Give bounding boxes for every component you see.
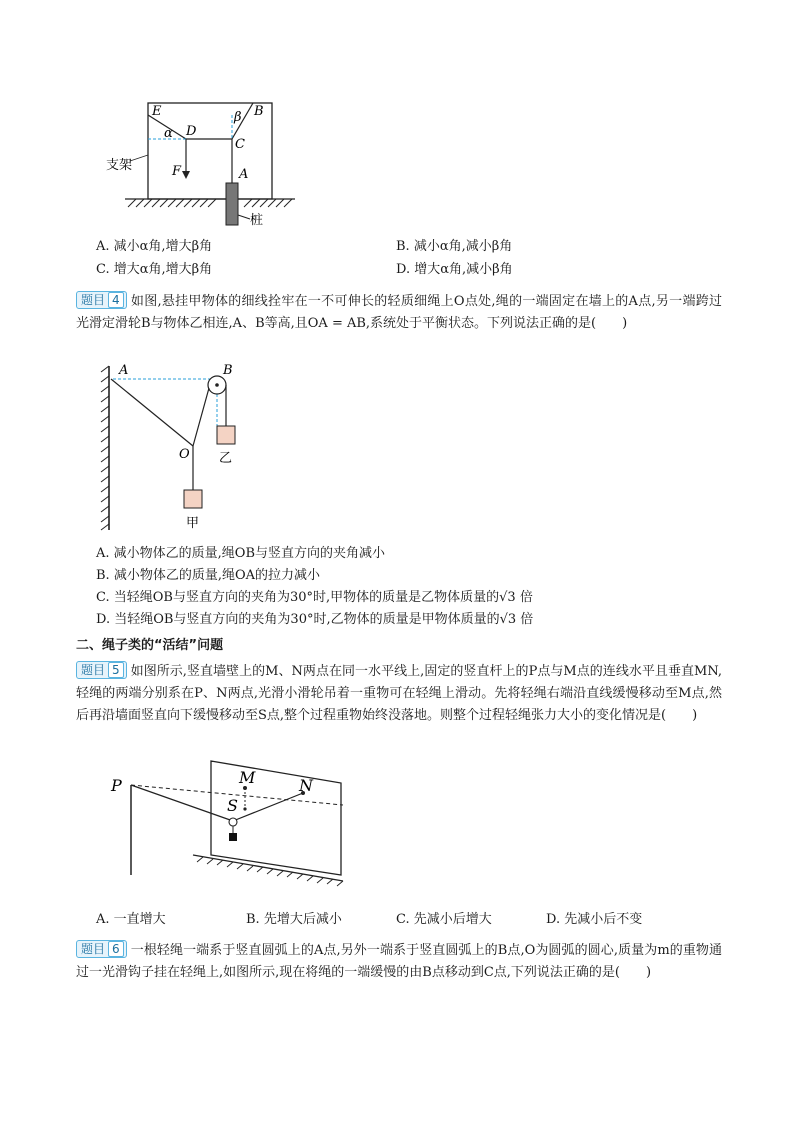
label-O: O [179, 447, 190, 462]
label-M: M [239, 768, 256, 787]
label-E: E [152, 104, 162, 119]
q3-option-c[interactable]: C. 增大α角,增大β角 [96, 262, 213, 277]
figure-q5-wall [105, 755, 360, 895]
label-zhijia: 支架 [106, 158, 133, 173]
label-A: A [119, 363, 129, 378]
label-F: F [172, 164, 182, 179]
label-C: C [235, 137, 245, 152]
q5-badge: 题目 5 [76, 661, 127, 679]
q3-option-b[interactable]: B. 减小α角,减小β角 [396, 239, 513, 254]
label-P: P [111, 776, 122, 795]
section-title: 二、绳子类的“活结”问题 [76, 638, 224, 653]
q3-option-a[interactable]: A. 减小α角,增大β角 [96, 239, 213, 254]
figure-q4-pulley [95, 358, 255, 533]
q4-stem-block [76, 291, 722, 335]
q5-stem-block [76, 661, 722, 727]
q4-option-d[interactable]: D. 当轻绳OB与竖直方向的夹角为30°时,乙物体的质量是甲物体质量的√3 倍 [96, 612, 534, 627]
q6-stem-block [76, 940, 722, 984]
q5-stem: 如图所示,竖直墙壁上的M、N两点在同一水平线上,固定的竖直杆上的P点与M点的连线水平且垂直MN,轻绳的两端分别系在P、N两点,光滑小滑轮吊着一重物可在轻绳上滑动。先将轻绳右端沿直线缓慢移动至M点,然后再沿墙面竖直向下缓慢移动至S点,整个过程重物始终没落地。则整个过程轻绳张力大小的变化情况是( ) [76, 664, 722, 723]
label-D: D [186, 124, 197, 139]
q6-badge: 题目 6 [76, 940, 127, 958]
label-yi: 乙 [219, 451, 233, 466]
q4-option-b[interactable]: B. 减小物体乙的质量,绳OA的拉力减小 [96, 568, 320, 583]
label-alpha: α [164, 126, 173, 141]
q4-option-c[interactable]: C. 当轻绳OB与竖直方向的夹角为30°时,甲物体的质量是乙物体质量的√3 倍 [96, 590, 533, 605]
label-B: B [223, 363, 233, 378]
q5-option-c[interactable]: C. 先减小后增大 [396, 912, 492, 927]
q5-option-a[interactable]: A. 一直增大 [96, 912, 166, 927]
q4-option-a[interactable]: A. 减小物体乙的质量,绳OB与竖直方向的夹角减小 [96, 546, 385, 561]
label-beta: β [234, 110, 242, 125]
label-zhuang: 桩 [250, 213, 264, 228]
figure-q3-bracket [100, 95, 310, 230]
label-B: B [254, 104, 264, 119]
q6-stem: 一根轻绳一端系于竖直圆弧上的A点,另外一端系于竖直圆弧上的B点,O为圆弧的圆心,质量为m的重物通过一光滑钩子挂在轻绳上,如图所示,现在将绳的一端缓慢的由B点移动到C点,下列说法正确的是( ) [76, 943, 722, 980]
label-jia: 甲 [186, 516, 200, 531]
q4-badge: 题目 4 [76, 291, 127, 309]
q5-option-b[interactable]: B. 先增大后减小 [246, 912, 342, 927]
label-N: N [299, 776, 313, 795]
q5-option-d[interactable]: D. 先减小后不变 [546, 912, 643, 927]
q3-option-d[interactable]: D. 增大α角,减小β角 [396, 262, 513, 277]
label-A: A [239, 167, 249, 182]
label-S: S [227, 796, 238, 815]
q4-stem: 如图,悬挂甲物体的细线拴牢在一不可伸长的轻质细绳上O点处,绳的一端固定在墙上的A点,另一端跨过光滑定滑轮B与物体乙相连,A、B等高,且OA = AB,系统处于平衡状态。下列说法正确的是( ) [76, 294, 722, 331]
